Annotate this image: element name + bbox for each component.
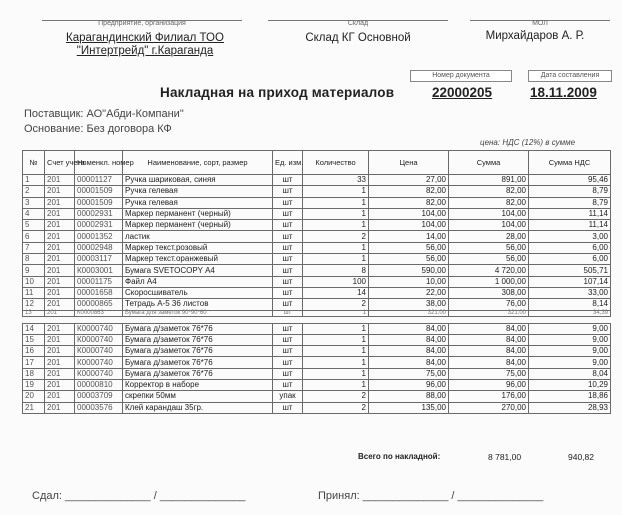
cell: 201 xyxy=(45,380,75,391)
cell: 201 xyxy=(45,265,75,276)
supplier-line: Поставщик: АО"Абди-Компани" xyxy=(24,108,184,120)
cell: 9,00 xyxy=(529,346,611,357)
cell: шт xyxy=(273,208,303,219)
cell: 321,00 xyxy=(369,310,449,316)
cell: 1 xyxy=(303,380,369,391)
table-row xyxy=(23,220,611,231)
cell: 8,14 xyxy=(529,299,611,310)
cell: 201 xyxy=(45,357,75,368)
cell: 11 xyxy=(23,287,45,298)
cell: Ручка шариковая, синяя xyxy=(123,175,273,186)
cell: 82,00 xyxy=(369,197,449,208)
cell: 84,00 xyxy=(449,334,529,345)
cell: Ручка гелевая xyxy=(123,197,273,208)
cell: 00003709 xyxy=(75,391,123,402)
cell: 95,46 xyxy=(529,175,611,186)
cell: 75,00 xyxy=(449,368,529,379)
col-header: № xyxy=(23,151,45,175)
cell: 201 xyxy=(45,310,75,316)
table-row xyxy=(23,175,611,186)
cell: 22,00 xyxy=(369,287,449,298)
cell: 201 xyxy=(45,323,75,334)
cell: 201 xyxy=(45,346,75,357)
cell: 84,00 xyxy=(369,323,449,334)
cell: 4 720,00 xyxy=(449,265,529,276)
cell: 6,00 xyxy=(529,254,611,265)
cell: 9,00 xyxy=(529,357,611,368)
cell: шт xyxy=(273,287,303,298)
cell: 2 xyxy=(23,186,45,197)
cell: 201 xyxy=(45,231,75,242)
cell: 201 xyxy=(45,368,75,379)
table-row xyxy=(23,391,611,402)
mol-caption: МОЛ xyxy=(532,20,548,27)
cell: Бумага д/заметок 76*76 xyxy=(123,334,273,345)
cell: шт xyxy=(273,334,303,345)
basis-line: Основание: Без договора КФ xyxy=(24,123,172,135)
table-row xyxy=(23,208,611,219)
cell: Бумага SVETOCOPY А4 xyxy=(123,265,273,276)
cell: 13 xyxy=(23,310,45,316)
cell: Маркер перманент (черный) xyxy=(123,208,273,219)
cell: 82,00 xyxy=(369,186,449,197)
table-row xyxy=(23,231,611,242)
table-row xyxy=(23,299,611,310)
cell: 56,00 xyxy=(449,254,529,265)
cell: скрепки 50мм xyxy=(123,391,273,402)
cell: 84,00 xyxy=(449,357,529,368)
cell: 5 xyxy=(23,220,45,231)
table-row xyxy=(23,357,611,368)
cell: 75,00 xyxy=(369,368,449,379)
cell: К0000740 xyxy=(75,357,123,368)
cell: Бумага д/заметок 76*76 xyxy=(123,368,273,379)
cell: Скоросшиватель xyxy=(123,287,273,298)
cell: 82,00 xyxy=(449,186,529,197)
cell: шт xyxy=(273,380,303,391)
cell: 1 xyxy=(303,346,369,357)
cell: шт xyxy=(273,231,303,242)
cell: Клей карандаш 35гр. xyxy=(123,402,273,413)
cell: 270,00 xyxy=(449,402,529,413)
cell: 104,00 xyxy=(369,220,449,231)
table-row xyxy=(23,334,611,345)
cell: 201 xyxy=(45,299,75,310)
table-row xyxy=(23,380,611,391)
table-row xyxy=(23,323,611,334)
cell: Маркер текст.оранжевый xyxy=(123,254,273,265)
col-header: Ед. изм. xyxy=(273,151,303,175)
cell: 10 xyxy=(23,276,45,287)
cell: 6 xyxy=(23,231,45,242)
cell: 6,00 xyxy=(529,242,611,253)
table-row xyxy=(23,186,611,197)
cell: 9,00 xyxy=(529,323,611,334)
cell: 201 xyxy=(45,186,75,197)
document-title: Накладная на приход материалов xyxy=(160,85,395,100)
cell: Корректор в наборе xyxy=(123,380,273,391)
cell: 16 xyxy=(23,346,45,357)
cell: 1 xyxy=(303,220,369,231)
cell: Файл А4 xyxy=(123,276,273,287)
cell: шт xyxy=(273,197,303,208)
cell: 201 xyxy=(45,197,75,208)
cell: 2 xyxy=(303,391,369,402)
cell: 201 xyxy=(45,391,75,402)
cell: 308,00 xyxy=(449,287,529,298)
cell: 33 xyxy=(303,175,369,186)
cell: 00000810 xyxy=(75,380,123,391)
cell: Маркер текст.розовый xyxy=(123,242,273,253)
cell: 8,79 xyxy=(529,186,611,197)
cell: 8,04 xyxy=(529,368,611,379)
cell: шт xyxy=(273,402,303,413)
cell: 104,00 xyxy=(449,208,529,219)
cell: 11,14 xyxy=(529,208,611,219)
table-row xyxy=(23,346,611,357)
cell: 1 xyxy=(303,368,369,379)
cell: 19 xyxy=(23,380,45,391)
cell: 104,00 xyxy=(369,208,449,219)
org-caption: Предприятие, организация xyxy=(98,20,186,27)
cell: 00001352 xyxy=(75,231,123,242)
cell: 00001175 xyxy=(75,276,123,287)
cell: 14 xyxy=(303,287,369,298)
cell: Бумага для заметок 90*90*60 xyxy=(123,310,273,316)
cell: 2 xyxy=(303,231,369,242)
cell: 9 xyxy=(23,265,45,276)
cell: шт xyxy=(273,299,303,310)
col-header: Сумма xyxy=(449,151,529,175)
cell: 590,00 xyxy=(369,265,449,276)
cell: 10,00 xyxy=(369,276,449,287)
cell: 00003576 xyxy=(75,402,123,413)
cell: 3 xyxy=(23,197,45,208)
cell: 56,00 xyxy=(449,242,529,253)
cell: 11,14 xyxy=(529,220,611,231)
cell: 38,00 xyxy=(369,299,449,310)
cell: 1 xyxy=(303,208,369,219)
cell: шт xyxy=(273,220,303,231)
cell: 3,00 xyxy=(529,231,611,242)
cell: 00002948 xyxy=(75,242,123,253)
org-name-line1: Карагандинский Филиал ТОО xyxy=(66,32,224,44)
cell: 1 xyxy=(303,254,369,265)
col-header: Наименование, сорт, размер xyxy=(123,151,273,175)
table-row xyxy=(23,287,611,298)
table-row xyxy=(23,242,611,253)
cell: ластик xyxy=(123,231,273,242)
total-sum: 8 781,00 xyxy=(488,452,522,462)
cell: 88,00 xyxy=(369,391,449,402)
doc-number-caption: Номер документа xyxy=(410,70,512,82)
cell: 201 xyxy=(45,334,75,345)
doc-number: 22000205 xyxy=(432,85,493,100)
signature-received: Принял: ______________ / ______________ xyxy=(318,490,544,502)
cell: 1 xyxy=(303,186,369,197)
doc-date-caption: Дата составления xyxy=(528,70,612,82)
warehouse-caption: Склад xyxy=(347,20,369,27)
col-header: Счет учета xyxy=(45,151,75,175)
cell: Тетрадь А-5 36 листов xyxy=(123,299,273,310)
cell: 00003117 xyxy=(75,254,123,265)
col-header: Количество xyxy=(303,151,369,175)
table-row xyxy=(23,254,611,265)
cell: 201 xyxy=(45,287,75,298)
cell: 135,00 xyxy=(369,402,449,413)
materials-table xyxy=(22,150,611,414)
cell: 00002931 xyxy=(75,208,123,219)
cell: К0000740 xyxy=(75,323,123,334)
cell: 33,00 xyxy=(529,287,611,298)
cell: 84,00 xyxy=(369,334,449,345)
cell: 12 xyxy=(23,299,45,310)
cell: 84,00 xyxy=(369,357,449,368)
signature-gave: Сдал: ______________ / ______________ xyxy=(32,490,246,502)
table-row xyxy=(23,402,611,413)
mol-name: Мирхайдаров А. Р. xyxy=(485,30,585,42)
cell: 201 xyxy=(45,220,75,231)
cell: Ручка гелевая xyxy=(123,186,273,197)
cell: К0003001 xyxy=(75,265,123,276)
cell: 1 xyxy=(303,323,369,334)
table-row xyxy=(23,368,611,379)
cell: 84,00 xyxy=(449,346,529,357)
cell: 00001509 xyxy=(75,186,123,197)
cell: 8 xyxy=(303,265,369,276)
cell: 1 000,00 xyxy=(449,276,529,287)
cell: шт xyxy=(273,310,303,316)
cell: 201 xyxy=(45,254,75,265)
org-name-line2: "Интертрейд" г.Караганда xyxy=(76,45,214,57)
cell: 96,00 xyxy=(369,380,449,391)
cell: 15 xyxy=(23,334,45,345)
cell: 201 xyxy=(45,175,75,186)
cell: 891,00 xyxy=(449,175,529,186)
cell: 1 xyxy=(303,357,369,368)
cell: 14,00 xyxy=(369,231,449,242)
price-note: цена: НДС (12%) в сумме xyxy=(480,138,576,147)
cell: шт xyxy=(273,242,303,253)
cell: 34,39 xyxy=(529,310,611,316)
cell: 27,00 xyxy=(369,175,449,186)
cell: шт xyxy=(273,323,303,334)
total-label: Всего по накладной: xyxy=(358,452,441,461)
cell: К0000740 xyxy=(75,368,123,379)
cell: 84,00 xyxy=(449,323,529,334)
cell: 18,86 xyxy=(529,391,611,402)
cell: 10,29 xyxy=(529,380,611,391)
cell: шт xyxy=(273,357,303,368)
cell: 28,00 xyxy=(449,231,529,242)
cell: 18 xyxy=(23,368,45,379)
cell: 4 xyxy=(23,208,45,219)
cell: Бумага д/заметок 76*76 xyxy=(123,323,273,334)
col-header: Номенкл. номер xyxy=(75,151,123,175)
col-header: Цена xyxy=(369,151,449,175)
cell: упак xyxy=(273,391,303,402)
cell: 17 xyxy=(23,357,45,368)
cell: 00002931 xyxy=(75,220,123,231)
cell: 107,14 xyxy=(529,276,611,287)
cell: 56,00 xyxy=(369,254,449,265)
cell: 20 xyxy=(23,391,45,402)
cell: 28,93 xyxy=(529,402,611,413)
cell: К0000863 xyxy=(75,310,123,316)
col-header: Сумма НДС xyxy=(529,151,611,175)
total-vat: 940,82 xyxy=(568,452,594,462)
table-row xyxy=(23,276,611,287)
cell: 96,00 xyxy=(449,380,529,391)
cell: 2 xyxy=(303,299,369,310)
cell: 00000865 xyxy=(75,299,123,310)
cell: 2 xyxy=(303,402,369,413)
cell: шт xyxy=(273,175,303,186)
cell: Бумага д/заметок 76*76 xyxy=(123,357,273,368)
table-header xyxy=(23,151,611,175)
cell: шт xyxy=(273,254,303,265)
cell: 8 xyxy=(23,254,45,265)
cell: 14 xyxy=(23,323,45,334)
cell: 505,71 xyxy=(529,265,611,276)
cell: 8,79 xyxy=(529,197,611,208)
cell: 76,00 xyxy=(449,299,529,310)
cell: К0000740 xyxy=(75,334,123,345)
cell: шт xyxy=(273,186,303,197)
cell: 321,00 xyxy=(449,310,529,316)
cell: 1 xyxy=(23,175,45,186)
doc-date: 18.11.2009 xyxy=(530,85,597,100)
cell: 21 xyxy=(23,402,45,413)
cell: шт xyxy=(273,265,303,276)
cell: шт xyxy=(273,276,303,287)
cell: 7 xyxy=(23,242,45,253)
cell: 201 xyxy=(45,208,75,219)
cell: 201 xyxy=(45,402,75,413)
cell: 1 xyxy=(303,242,369,253)
cell: 00001127 xyxy=(75,175,123,186)
cell: К0000740 xyxy=(75,346,123,357)
cell: 100 xyxy=(303,276,369,287)
cell: 00001658 xyxy=(75,287,123,298)
table-row xyxy=(23,197,611,208)
warehouse-name: Склад КГ Основной xyxy=(305,32,411,44)
cell: 176,00 xyxy=(449,391,529,402)
cell: 56,00 xyxy=(369,242,449,253)
cell: 9,00 xyxy=(529,334,611,345)
cell: 104,00 xyxy=(449,220,529,231)
table-row xyxy=(23,265,611,276)
cell: 82,00 xyxy=(449,197,529,208)
cell: 1 xyxy=(303,310,369,316)
cell: 00001509 xyxy=(75,197,123,208)
cell: 1 xyxy=(303,334,369,345)
cell: 1 xyxy=(303,197,369,208)
cell: 84,00 xyxy=(369,346,449,357)
cell: шт xyxy=(273,368,303,379)
cell: Маркер перманент (черный) xyxy=(123,220,273,231)
cell: Бумага д/заметок 76*76 xyxy=(123,346,273,357)
cell: 201 xyxy=(45,276,75,287)
cell: шт xyxy=(273,346,303,357)
cell: 201 xyxy=(45,242,75,253)
